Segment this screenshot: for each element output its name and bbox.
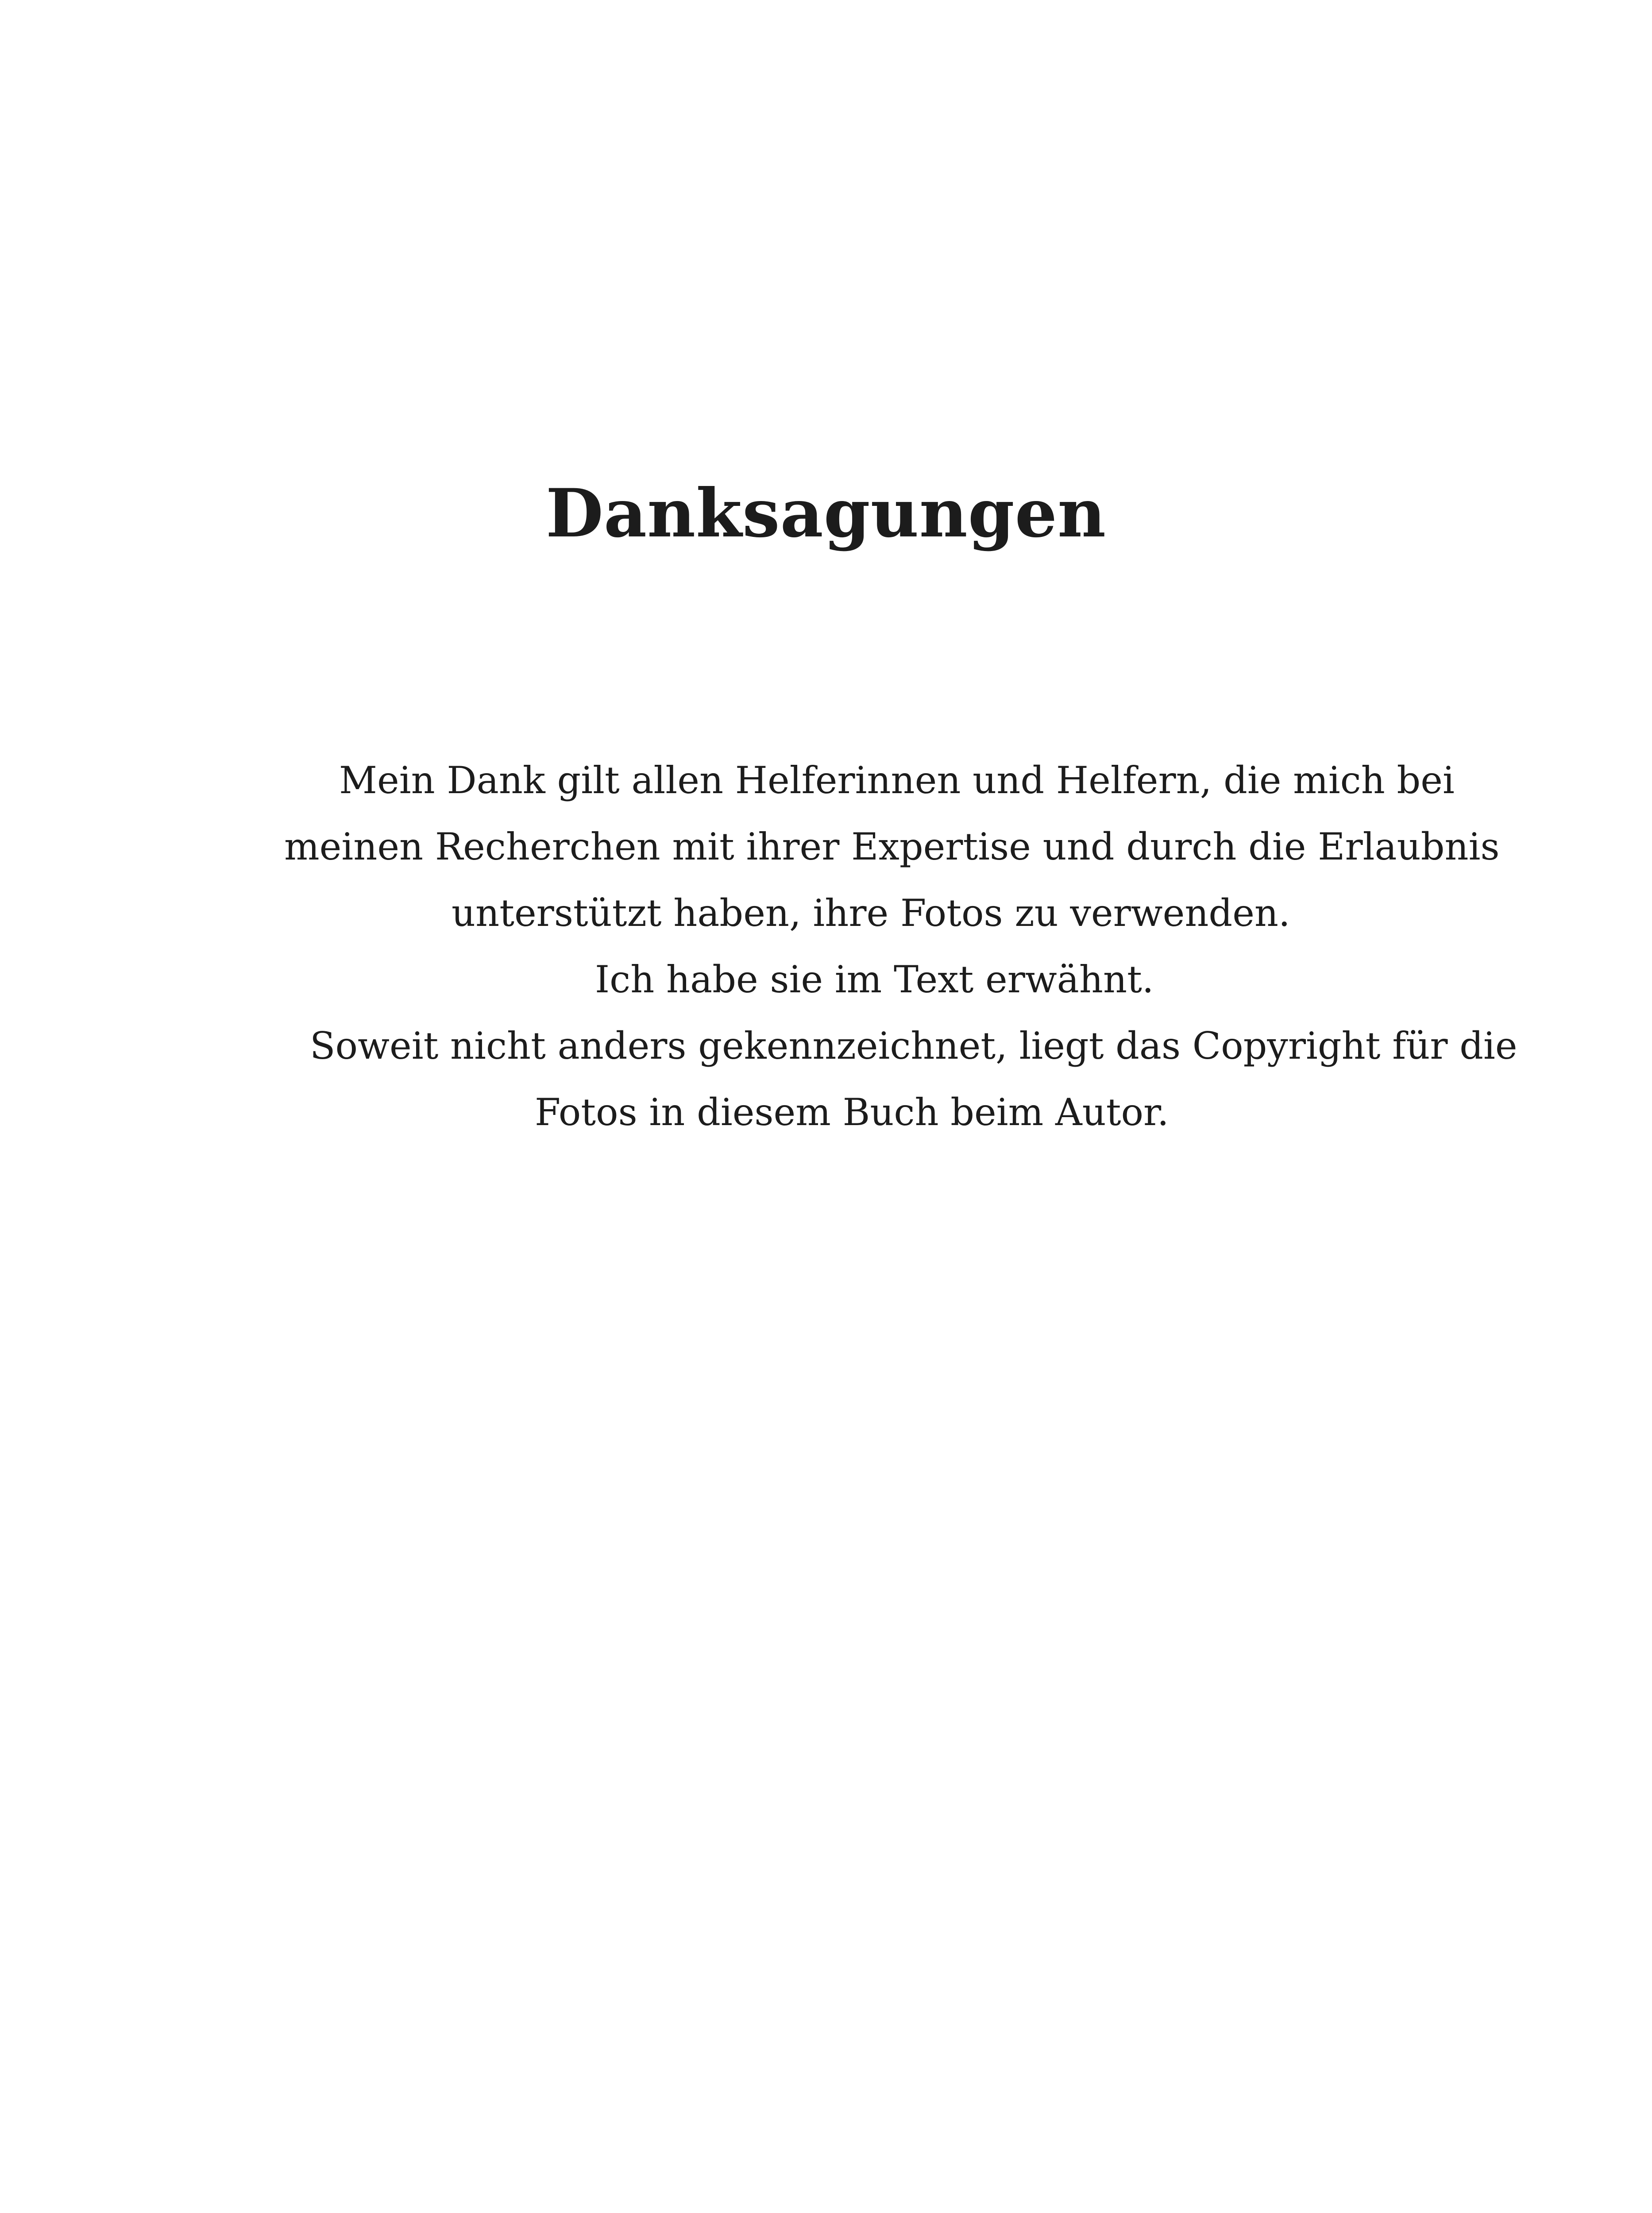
text-line: Ich habe sie im Text erwähnt. xyxy=(595,958,1154,1001)
text-line: Fotos in diesem Buch beim Autor. xyxy=(535,1091,1169,1134)
text-line: Soweit nicht anders gekennzeichnet, liegt das Copyright für die xyxy=(310,1024,1517,1068)
text-line: meinen Recherchen mit ihrer Expertise und durch die Erlaubnis xyxy=(284,825,1500,868)
text-line: unterstützt haben, ihre Fotos zu verwenden. xyxy=(452,891,1290,935)
text-line: Mein Dank gilt allen Helferinnen und Helfern, die mich bei xyxy=(339,759,1455,802)
page-title: Danksagungen xyxy=(545,474,1107,552)
